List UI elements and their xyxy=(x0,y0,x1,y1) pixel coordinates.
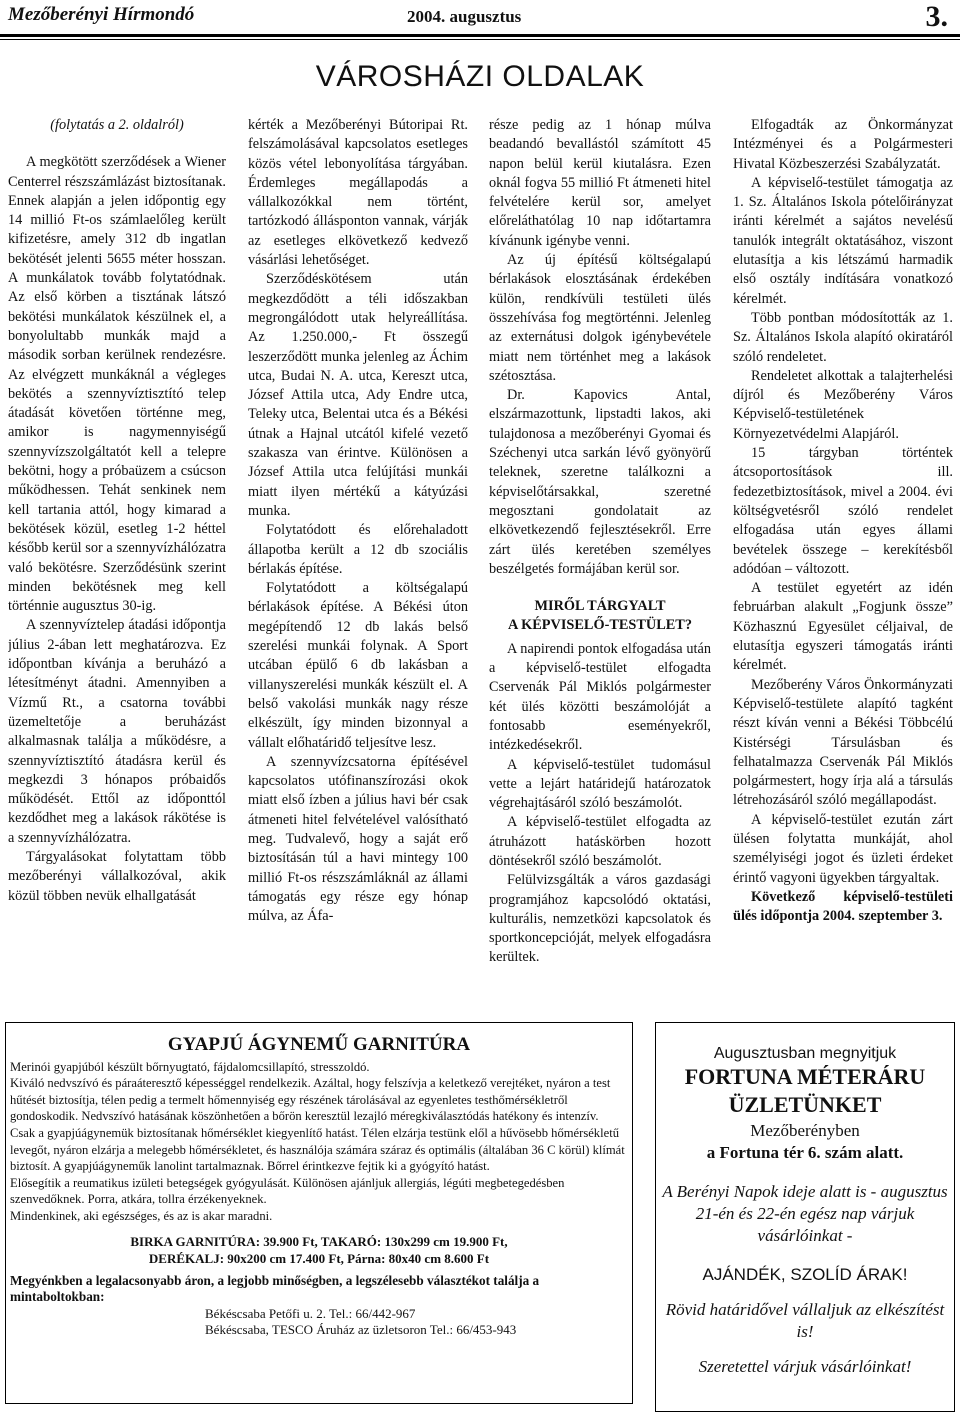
promo-text: AJÁNDÉK, SZOLÍD ÁRAK! xyxy=(702,1265,908,1284)
subheading: A KÉPVISELŐ-TESTÜLET? xyxy=(508,617,692,634)
page-number: 3. xyxy=(925,0,948,33)
paragraph: A képviselő-testület elfogadta az átruházott hatáskörben hozott döntésekről szóló beszámolót. xyxy=(489,814,711,869)
paragraph: Több pontban módosították az 1. Sz. Általános Iskola alapító okiratáról szóló rendeletet. xyxy=(733,309,953,365)
shops-intro: Megyénkben a legalacsonyabb áron, a legjobb minőségben, a legszélesebb választékot találja a mintaboltokban: xyxy=(10,1272,540,1305)
continuation-note: (folytatás a 2. oldalról) xyxy=(50,117,184,133)
subheading: MIRŐL TÁRGYALT xyxy=(534,598,666,615)
paragraph: A képviselő-testület tudomásul vette a lejárt határidejű határozatok végrehajtásáról szóló beszámolót. xyxy=(489,756,711,812)
paragraph: Folytatódott és előrehaladott állapotba került a 12 db szociális bérlakás építése. xyxy=(248,522,468,577)
paragraph: Rendeletet alkottak a talajterhelési díjról és Mezőberény Város Képviselő-testületének Környezetvédelmi Alapjáról. xyxy=(733,367,953,442)
paragraph: A képviselő-testület ezután zárt ülésen folytatta munkáját, ahol személyiségi jogot és üzleti érdeket érintő vagyoni ügyekben tárgyaltak. xyxy=(733,811,953,886)
page-header xyxy=(0,0,960,32)
article-column-2 xyxy=(248,116,468,996)
welcome-text: Szeretettel várjuk vásárlóinkat! xyxy=(698,1357,912,1376)
paragraph: A szennyvízcsatorna építésével kapcsolatos utófinanszírozási okok miatt első ízben a július havi bér csak átmeneti hitel felvételével valósítható meg. Tudvalevő, hogy a saját erő biztosításán túl a havi mintegy 100 millió Ft-os részszámláknál az állami támogatás egy része egy hónap múlva, az Áfa- xyxy=(248,753,468,925)
paragraph: Dr. Kapovics Antal, elszármazottunk, lipstadti lakos, aki tulajdonosa a mezőberényi Gyomai és Széchenyi utca sarkán lévő gyönyörű teleknek, szeretne találkozni a képviselőtársakkal, szeretné megosztani gondolatait az elkövetkezendő fejlesztésekről. Erre zárt ülés keretében személyes beszélgetés formájában kerül sor. xyxy=(489,387,711,577)
store-address: a Fortuna tér 6. szám alatt. xyxy=(706,1143,904,1162)
store-name: FORTUNA MÉTERÁRU ÜZLETÜNKET xyxy=(684,1064,926,1117)
article-column-4 xyxy=(733,116,953,996)
ad-paragraph: Merinói gyapjúból készült bőrnyugtató, fájdalomcsillapító, stresszoldó. xyxy=(10,1059,370,1074)
paragraph: 15 tárgyban történtek átcsoportosítások ill. fedezetbiztosítások, mivel a 2004. évi költségvetésről szóló rendelet elfogadása után egyes állami bevételek összege – kerekítésből adódóan – változott. xyxy=(733,445,953,577)
ad-title: GYAPJÚ ÁGYNEMŰ GARNITÚRA xyxy=(167,1034,471,1055)
ad-paragraph: Csak a gyapjúágynemük biztosítanak hőmérséklet kiegyenlítő hatást. Télen elzárja testünk elől a hűvösebb hőmérsékletű levegőt, nyáron elzárja a melegebb hőmérsékletet, és használója számára száraz és optimális (általában 36 C körül) klímát biztosít. A gyapjúágyneműk lanolint tartalmaznak. Bőrrel érintkezve fejtik ki a gyógyító hatást. xyxy=(10,1125,625,1174)
price-line: DERÉKALJ: 90x200 cm 17.400 Ft, Párna: 80x40 cm 8.600 Ft xyxy=(148,1250,490,1266)
service-text: Rövid határidővel vállaljuk az elkészítést is! xyxy=(665,1300,945,1341)
paragraph: Szerződéskötésem után megkezdődött a téli időszakban megrongálódott utak helyreállítása. Az 1.250.000,- Ft összegű leszerződött munka jelenleg az Áchim utca, Budai N. A. utca, Kereszt utca, József Attila utca, Ady Endre utca, Teleky utca, Belentai utca és a Békési útnak a Hajnal utcától kifelé vezető szakasza van érintve. Különösen a József Attila utca felújítási munkái miatt ilyen mértékű a kátyúzási munka. xyxy=(248,271,468,519)
header-rule-thin xyxy=(0,39,960,40)
paragraph: A szennyvíztelep átadási időpontja július 2-ában lett meghatározva. Ez időpontban kívánja a beruházó a létesítményt átadni. Amennyiben a Vízmű Rt., a csatorna további üzemeltetője a beruházást alkalmasnak találja a működésre, a szennyvíztisztító átadásra kerül és megkezdi 3 hónapos próbaidős működését. Ettől az időponttól kezdődhet meg a lakások rákötése is a szennyvízhálózatra. xyxy=(8,617,226,846)
paragraph: kérték a Mezőberényi Bútoripai Rt. felszámolásával kapcsolatos esetleges közös vétel lebonyolítása tárgyában. Érdemleges megállapodás a vállalkozókkal nem történt, tartózkodó állásponton vannak, várják az esetleges elkövetkező kedvező vásárlási lehetőséget. xyxy=(248,117,468,269)
price-line: BIRKA GARNITÚRA: 39.900 Ft, TAKARÓ: 130x299 cm 19.900 Ft, xyxy=(130,1233,508,1249)
shop-label-spacer xyxy=(10,1322,205,1339)
ad-paragraph: Kiváló nedvszívó és páraáteresztő képességgel rendelkezik. Azáltal, hogy felszívja a keletkező verejtéket, nyáron a test hűtését biztosítja, télen pedig a termelt hőmennyiség egy részének tárolásával az egyenletes testhőmérsékletről gondoskodik. Nedvszívó hatásának köszönhetően a bőrön keresztül lezajló méregkiválasztódás hatékony és intenzív. xyxy=(10,1076,611,1124)
opening-text: Augusztusban megnyitjuk xyxy=(713,1045,897,1062)
shop-address: Békéscsaba, TESCO Áruház az üzletsoron Tel.: 66/453-943 xyxy=(205,1322,517,1338)
newspaper-title: Mezőberényi Hírmondó xyxy=(8,4,195,25)
paragraph: A napirendi pontok elfogadása után a képviselő-testület elfogadta Cservenák Pál Miklós polgármester két ülés közötti beszámolóját a fontosabb eseményekről, intézkedésekről. xyxy=(489,640,711,754)
price-list xyxy=(10,1233,628,1267)
article-column-3 xyxy=(489,116,711,996)
event-text: A Berényi Napok ideje alatt is - augusztus 21-én és 22-én egész nap várjuk vásárlóinkat - xyxy=(662,1182,948,1245)
issue-date: 2004. augusztus xyxy=(407,7,522,26)
fortuna-store-advertisement xyxy=(655,1022,955,1412)
paragraph: Felülvizsgálták a város gazdasági programjához kapcsolódó oktatási, kulturális, nemzetközi kapcsolatok és sportkoncepcióját, melyek elfogadásra kerültek. xyxy=(489,872,711,966)
paragraph: Mezőberény Város Önkormányzati Képviselő-testülete alapító tagként részt kíván venni a Békési Többcélú Kistérségi Társulásban és felhatalmazza Cservenák Pál Miklós polgármestert, hogy írja alá a társulás létrehozásáról szóló megállapodást. xyxy=(733,676,953,809)
paragraph: A képviselő-testület támogatja az 1. Sz. Általános Iskola pótelőirányzat iránti kérelmét a sajátos nevelésű tanulók integrált oktatásához, viszont elutasítja a kis létszámú harmadik első osztály indítására vonatkozó kérelmét. xyxy=(733,174,953,307)
paragraph: Az új építésű költségalapú bérlakások elosztásának érdekében külön, rendkívüli testületi ülés összehívása fog megtörténni. Jelenleg az externátusi dolgok igénybevétele miatt nem történhet meg a lakások szétosztása. xyxy=(489,252,711,384)
paragraph: Folytatódott a költségalapú bérlakások építése. A Békési úton megépítendő 12 db lakás belső szerelési munkái folynak. A Sport utcában épülő 6 db lakásban a villanyszerelési munkák készült el. A belső vakolási munkák nagy része elkészült, így minden bizonnyal a vállalt előhatáridő teljesítve lesz. xyxy=(248,580,468,751)
store-town: Mezőberényben xyxy=(750,1121,860,1140)
shop-address: Békéscsaba Petőfi u. 2. Tel.: 66/442-967 xyxy=(205,1305,416,1321)
ad-paragraph: Elősegítik a reumatikus izületi betegségek gyógyulását. Különösen ajánljuk allergiás, légúti megbetegedésben szenvedőknek. Porra, atkára, tollra érzékenyeknek. xyxy=(10,1175,565,1207)
header-rule xyxy=(0,34,960,37)
article-column-1 xyxy=(8,116,226,996)
section-title: VÁROSHÁZI OLDALAK xyxy=(315,60,645,93)
paragraph: A megkötött szerződések a Wiener Centerrel részszámlázást biztosítanak. Ennek alapján a jelen időpontig egy 14 millió Ft-os számlaelőleg került kifizetésre, amely 312 db ingatlan bekötését jelenti 5655 méter hosszan. A munkálatok tovább folytatódnak. Az első körben a tisztának látszó bekötési munkálatok készülnek el, a bonyolultabb munkák majd a második sorban kerülnek rendezésre. Az elvégzett munkáknál a végleges bekötés a szennyvíztisztító telep átadását követően történne meg, amikor is nagymennyiségű szennyvízszolgáltatót kell a telepre bekötni, hogy a próbaüzem a csúcson működhessen. Tehát senkinek nem kell tartania attól, hogy kimarad a bekötések közül, esetleg 1-2 héttel később kerül sor a szennyvízhálózatra való bekötésre. Szerződésünk szerint minden bekötésnek meg kell történnie augusztus 30-ig. xyxy=(8,154,226,615)
paragraph: Elfogadták az Önkormányzat Intézményei és a Polgármesteri Hivatal Közbeszerzési Szabályzatát. xyxy=(733,117,953,172)
paragraph: A testület egyetért az idén februárban alakult „Fogjunk össze” Közhasznú Egyesület céljaival, de elutasítja egyszeri támogatás iránti kérelmét. xyxy=(733,580,953,674)
shop-address-2 xyxy=(10,1322,628,1339)
shop-label xyxy=(10,1306,205,1323)
wool-bedding-advertisement xyxy=(5,1022,633,1404)
shop-address-1 xyxy=(10,1306,628,1323)
paragraph: Tárgyalásokat folytattam több mezőberényi vállalkozóval, akik közül többen nevük elhallgatását xyxy=(8,848,226,904)
ad-paragraph: Mindenkinek, aki egészséges, és az is akar maradni. xyxy=(10,1208,273,1223)
paragraph: része pedig az 1 hónap múlva beadandó bevallástól számított 45 napon belül kerül kiutalásra. Ezen oknál fogva 55 millió Ft átmeneti hitel felvételére kerül sor, amelyet előreláthatólag 10 nap időtartamra kívánunk igénybe venni. xyxy=(489,117,711,249)
next-meeting-note: Következő képviselő-testületi ülés időpontja 2004. szeptember 3. xyxy=(733,888,953,925)
